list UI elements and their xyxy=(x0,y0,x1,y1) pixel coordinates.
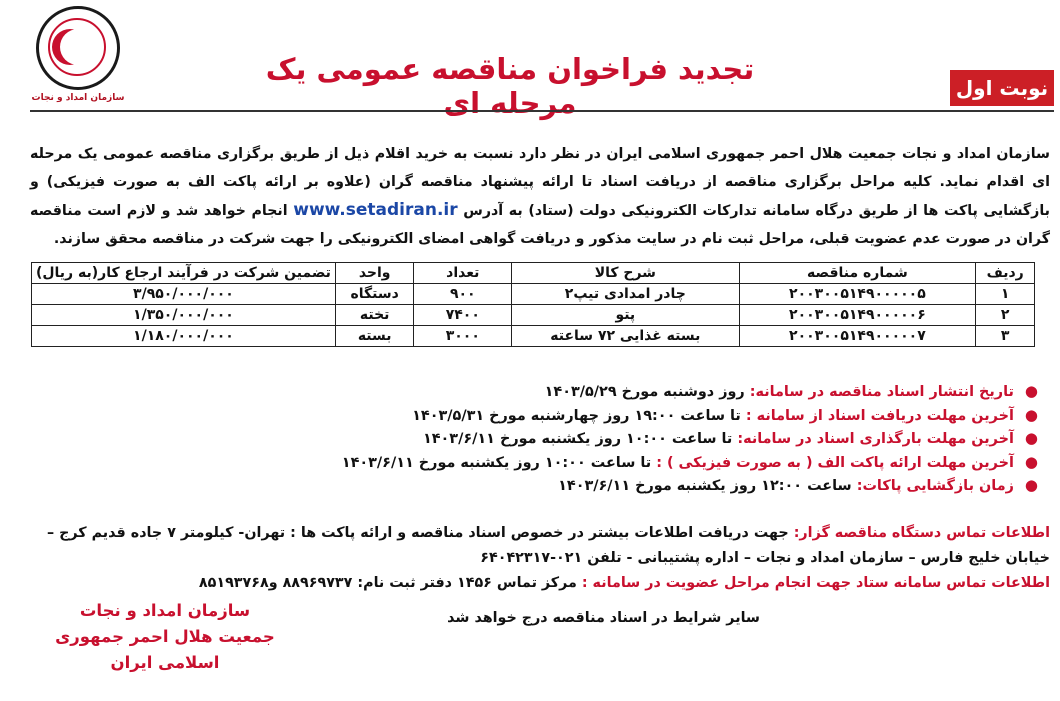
contact-label-setad: اطلاعات تماس سامانه ستاد جهت انجام مراحل عضویت در سامانه : xyxy=(581,575,1050,591)
cell-guarantee: ۱/۱۸۰/۰۰۰/۰۰۰ xyxy=(32,326,336,347)
cell-unit: دستگاه xyxy=(335,284,414,305)
list-item xyxy=(28,474,1038,498)
table-row xyxy=(32,326,1035,347)
item-label: تاریخ انتشار اسناد مناقصه در سامانه: xyxy=(749,384,1014,400)
red-crescent-logo xyxy=(30,6,126,110)
intro-text-1: سازمان امداد و نجات جمعیت هلال احمر جمهوری اسلامی ایران در نظر دارد نسبت به خرید اقلام ذیل از طریق برگزاری مناقصه عمومی یک مرحله ای اقدام نماید. کلیه مراحل برگزاری مناقصه از دریافت اسناد تا ارائه پیشنهاد مناقصه گران (علاوه بر ارائه پاکت الف به صورت فیزیکی) و بازگشایی پاکت ها از طریق درگاه سامانه تدارکات الکترونیکی دولت (ستاد) به آدرس xyxy=(30,146,1051,219)
contact-address: خیابان خلیج فارس – سازمان امداد و نجات – اداره پشتیبانی - تلفن ۰۲۱-۶۴۰۴۲۳۱۷ xyxy=(480,550,1050,566)
item-label: آخرین مهلت ارائه پاکت الف ( به صورت فیزیکی ) : xyxy=(656,454,1014,471)
item-value: روز دوشنبه مورخ ۱۴۰۳/۵/۲۹ xyxy=(544,384,745,400)
cell-tender-number: ۲۰۰۳۰۰۵۱۴۹۰۰۰۰۰۷ xyxy=(739,326,976,347)
contact-section xyxy=(20,521,1050,596)
logo-caption: سازمان امداد و نجات xyxy=(31,93,125,103)
table-row xyxy=(32,284,1035,305)
item-value: ساعت ۱۲:۰۰ روز یکشنبه مورخ ۱۴۰۳/۶/۱۱ xyxy=(558,478,852,495)
header-divider xyxy=(30,110,1054,112)
item-label: آخرین مهلت دریافت اسناد از سامانه : xyxy=(745,407,1014,424)
item-label: زمان بازگشایی پاکات: xyxy=(856,478,1014,495)
contact-line-1 xyxy=(20,521,1050,546)
cell-quantity: ۳۰۰۰ xyxy=(414,326,512,347)
intro-text-2: انجام خواهد شد و لازم است مناقصه گران در صورت عدم عضویت قبلی، مراحل ثبت نام در سایت مذکور و دریافت گواهی امضای الکترونیکی را جهت شرکت در مناقصه محقق سازند. xyxy=(30,203,1050,247)
list-item xyxy=(28,404,1038,428)
contact-line-3 xyxy=(20,571,1050,596)
cell-description: بسته غذایی ۷۲ ساعته xyxy=(512,326,739,347)
intro-paragraph xyxy=(30,140,1050,253)
item-value: تا ساعت ۱۹:۰۰ روز چهارشنبه مورخ ۱۴۰۳/۵/۳۱ xyxy=(412,407,741,424)
cell-unit: تخته xyxy=(335,305,414,326)
cell-quantity: ۹۰۰ xyxy=(414,284,512,305)
cell-guarantee: ۳/۹۵۰/۰۰۰/۰۰۰ xyxy=(32,284,336,305)
list-item xyxy=(28,451,1038,475)
publication-badge: نوبت اول xyxy=(950,70,1054,106)
bullet-icon: ● xyxy=(1024,452,1038,471)
col-description: شرح کالا xyxy=(512,263,739,284)
cell-description: چادر امدادی تیپ۲ xyxy=(512,284,739,305)
cell-tender-number: ۲۰۰۳۰۰۵۱۴۹۰۰۰۰۰۵ xyxy=(739,284,976,305)
bullet-icon: ● xyxy=(1024,476,1038,495)
items-table xyxy=(31,262,1035,347)
cell-unit: بسته xyxy=(335,326,414,347)
table-row xyxy=(32,305,1035,326)
table-header-row xyxy=(32,263,1035,284)
cell-tender-number: ۲۰۰۳۰۰۵۱۴۹۰۰۰۰۰۶ xyxy=(739,305,976,326)
contact-text-setad: مرکز تماس ۱۴۵۶ دفتر ثبت نام: ۸۸۹۶۹۷۳۷ و۸۵۱۹۳۷۶۸ xyxy=(198,575,577,591)
notice-title: تجدید فراخوان مناقصه عمومی یک مرحله ای xyxy=(265,52,755,120)
item-value: تا ساعت ۱۰:۰۰ روز یکشنبه مورخ ۱۴۰۳/۶/۱۱ xyxy=(341,454,652,471)
col-quantity: تعداد xyxy=(414,263,512,284)
terms-note: سایر شرایط در اسناد مناقصه درج خواهد شد xyxy=(447,610,760,626)
setad-url-link[interactable]: www.setadiran.ir xyxy=(293,200,458,220)
schedule-list xyxy=(28,380,1038,498)
col-row-number: ردیف xyxy=(976,263,1035,284)
list-item xyxy=(28,427,1038,451)
item-label: آخرین مهلت بارگذاری اسناد در سامانه: xyxy=(737,431,1014,448)
cell-row-number: ۱ xyxy=(976,284,1035,305)
cell-quantity: ۷۴۰۰ xyxy=(414,305,512,326)
col-unit: واحد xyxy=(335,263,414,284)
bullet-icon: ● xyxy=(1024,405,1038,424)
crescent-emblem-icon xyxy=(36,6,120,90)
cell-guarantee: ۱/۳۵۰/۰۰۰/۰۰۰ xyxy=(32,305,336,326)
list-item xyxy=(28,380,1038,404)
cell-description: پتو xyxy=(512,305,739,326)
cell-row-number: ۲ xyxy=(976,305,1035,326)
signature-block xyxy=(30,598,300,676)
cell-row-number: ۳ xyxy=(976,326,1035,347)
col-tender-number: شماره مناقصه xyxy=(739,263,976,284)
bullet-icon: ● xyxy=(1024,429,1038,448)
bullet-icon: ● xyxy=(1024,382,1038,400)
contact-label-organizer: اطلاعات تماس دستگاه مناقصه گزار: xyxy=(793,525,1050,541)
col-guarantee: تضمین شرکت در فرآیند ارجاع کار(به ریال) xyxy=(32,263,336,284)
contact-text-organizer: جهت دریافت اطلاعات بیشتر در خصوص اسناد مناقصه و ارائه پاکت ها : تهران- کیلومتر ۷ جاده قدیم کرج – xyxy=(46,525,789,541)
contact-line-2 xyxy=(20,546,1050,571)
item-value: تا ساعت ۱۰:۰۰ روز یکشنبه مورخ ۱۴۰۳/۶/۱۱ xyxy=(422,431,733,448)
signature-society: جمعیت هلال احمر جمهوری اسلامی ایران xyxy=(55,627,275,672)
signature-org: سازمان امداد و نجات xyxy=(79,601,251,620)
